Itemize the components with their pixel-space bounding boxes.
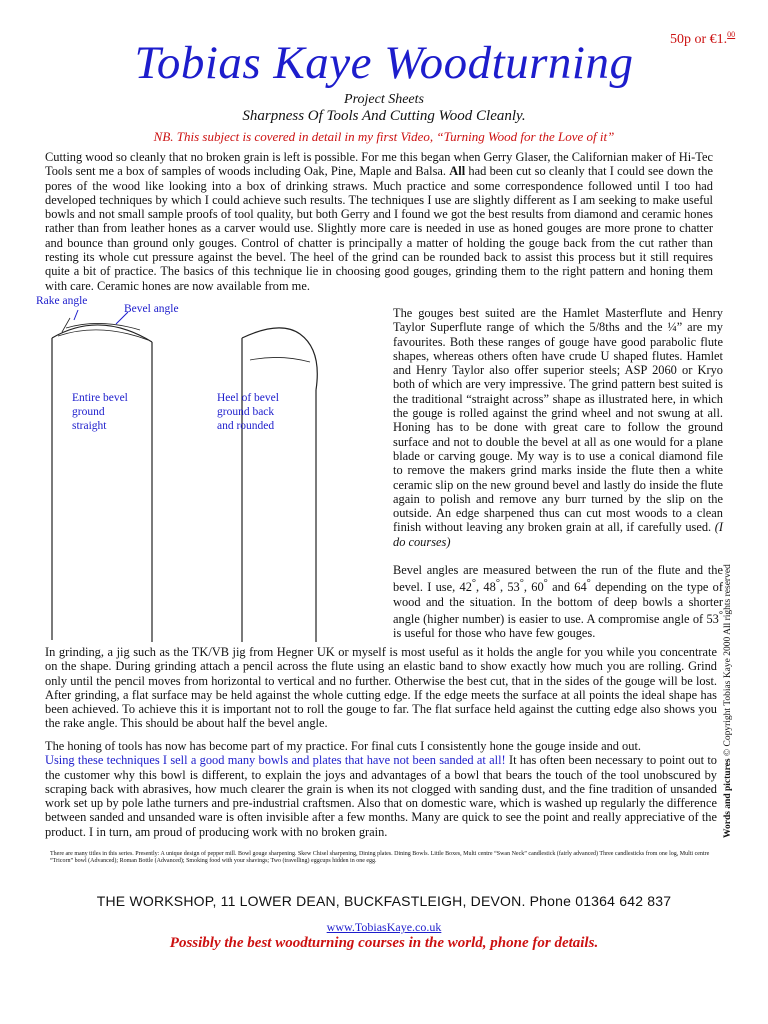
gouges-paragraph <box>393 306 723 549</box>
page-title: Tobias Kaye Woodturning <box>134 37 634 89</box>
copyright-bold: Words and pictures <box>723 758 733 838</box>
honing-text-a: The honing of tools has now has become part of my practice. For final cuts I consistently hone the gouge inside and out. <box>45 739 641 753</box>
series-footnote: There are many titles in this series. Presently: A unique design of pepper mill. Bowl gouge sharpening. Skew Chisel sharpening, Dining plates. Dining Bowls. Little Boxes, Multi centre “Swan Neck” candlestick (fairly advanced) Three candlesticks from one log, Multi centre “Tricorn” bowl (Advanced); Roman Bottle (Advanced); Smoking food with your shavings; Two (travelling) eggcups hidden in one egg. <box>50 851 710 864</box>
caption-line: Heel of bevel <box>217 392 279 404</box>
bevel-text: is useful for those who have few gouges. <box>393 626 596 641</box>
series-title: Project Sheets <box>344 92 424 107</box>
bevel-text: and 64 <box>547 580 587 595</box>
bevel-text: depending on the type of wood and the situation. In the bottom of deep bowls a shorter angle (higher number) is easier to use. A compromise angle of 53 <box>393 580 723 627</box>
straight-bevel-caption <box>72 391 152 433</box>
copyright-rest: © Copyright Tobias Kaye 2000 All rights reserved <box>723 564 733 759</box>
bevel-angles-paragraph <box>393 563 723 641</box>
grinding-paragraph: In grinding, a jig such as the TK/VB jig from Hegner UK or myself is most useful as it holds the angle for you while you concentrate on the shape. During grinding attach a pencil across the flute using an elastic band to show exactly how much you are rolling. Grind only until the pencil moves from horizontal to vertical and no further. Otherwise the best cut, that in the sides of the gouge will be lost. After grinding, a flat surface may be held against the whole cutting edge. If the edge meets the surface at all points the ideal shape has been achieved. To achieve this it is important not to roll the gouge to far. The flat surface held against the cutting edge also shows you the rake angle. This should be about half the bevel angle. <box>45 645 717 731</box>
rake-angle-arrow <box>74 310 78 320</box>
workshop-address: THE WORKSHOP, 11 LOWER DEAN, BUCKFASTLEIGH, DEVON. Phone 01364 642 837 <box>96 893 672 909</box>
bevel-text: , 48 <box>476 580 496 595</box>
intro-bold: All <box>449 164 466 179</box>
degree-sign: ° <box>586 578 591 590</box>
honing-text-b: It has often been necessary to point out to the customer why this bowl is different, to explain the joys and advantages of a bowl that bears the touch of the tool unobscured by scraping back with abrasives, how much clearer the grain is when its not clogged with sanding dust, and the fine tradition of unsanded work set up by pole lathe turners and pre-industrial craftsmen. Also that on domestic ware, which is washed up regularly the difference between sanded and unsanded ware is often invisible after a few months. Many are quick to see the point and really appreciative of the product. I in turn, am proud of producing work with no broken grain. <box>45 753 717 839</box>
website-link[interactable]: www.TobiasKaye.co.uk <box>326 920 442 934</box>
gouges-text: The gouges best suited are the Hamlet Masterflute and Henry Taylor Superflute range of which the 5/8ths and the ¼” are my favourites. Both these ranges of gouge have good parabolic flute shapes, whereas others often have crude U shaped flutes. Hamlet and Henry Taylor also offer superior steels; ASP 2060 or Kryo both of which are very impressive. The grind pattern best suited is the traditional “straight across” shape as illustrated here, in which the gouge is rolled against the grind wheel and not swung at all. Honing has to be done with great care to follow the ground surface and not to double the bevel at all as one would for a plane blade or carving gouge. My way is to use a conical diamond file to remove the makers grind marks inside the flute then a white ceramic slip on the new ground bevel and lastly do inside the flute again to polish and remove any burr turned by the slip on the outside. An edge sharpened thus can cut most woods to a clean finish without leaving any broken grain at all, if carefully used. <box>393 306 723 535</box>
bevel-text: , 60 <box>523 580 544 595</box>
bevel-text: , 53 <box>499 580 520 595</box>
degree-sign: ° <box>543 578 548 590</box>
degree-sign: ° <box>471 578 477 590</box>
degree-sign: ° <box>718 610 723 622</box>
caption-line: straight <box>72 420 107 432</box>
degree-sign: ° <box>519 578 524 590</box>
degree-sign: ° <box>495 578 500 590</box>
video-note: NB. This subject is covered in detail in my first Video, “Turning Wood for the Love of it” <box>153 129 615 144</box>
bevel-angle-label: Bevel angle <box>124 303 179 315</box>
bevel-text: Bevel angles are measured between the run of the flute and the bevel. I use, 42 <box>393 563 723 595</box>
intro-paragraph <box>45 150 713 293</box>
gouge-diagram <box>0 290 390 650</box>
caption-line: ground back <box>217 406 275 418</box>
intro-text-a: Cutting wood so cleanly that no broken grain is left is possible. For me this began when Gerry Glaser, the Californian maker of Hi-Tec Tools sent me a box of samples of woods including Oak, Pine, Maple and Balsa. <box>45 150 713 179</box>
intro-text-b: had been cut so cleanly that I could see down the pores of the wood like looking into a box of drinking straws. Much practice and some correspondence followed until I too had developed techniques by which I could achieve such results. The techniques I use are slightly different as I am seeking to make useful bowls and not small sample proofs of tool quality, but both Gerry and I found we got the best results from diamond and ceramic hones rather than from leather hones as a carver would use. Slightly more care is needed in use as honed gouges are more prone to chatter and bounce than ground only gouges. Control of chatter is principally a matter of holding the gouge back from the cut rather than resting its whole cut pressure against the bevel. The heel of the grind can be rounded back to assist this process but it still requires quite a bit of practice. The basics of this technique lie in choosing good gouges, grinding them to the right pattern and honing them with care. Ceramic hones are now available from me. <box>45 164 714 293</box>
caption-line: and rounded <box>217 420 275 432</box>
price-prefix: 50p or €1. <box>670 32 728 47</box>
sheet-title: Sharpness Of Tools And Cutting Wood Cleanly. <box>242 108 526 124</box>
price-cents: 00 <box>727 30 736 39</box>
caption-line: ground <box>72 406 105 418</box>
courses-note: (I do courses) <box>393 520 723 549</box>
rake-angle-label: Rake angle <box>36 295 88 307</box>
honing-paragraph <box>45 739 717 839</box>
copyright-notice <box>723 538 733 838</box>
gouge-rounded-heel <box>242 328 317 642</box>
honing-highlight: Using these techniques I sell a good many bowls and plates that have not been sanded at all! <box>45 753 506 768</box>
price <box>670 30 735 48</box>
gouge-straight-bevel <box>52 318 152 642</box>
courses-tagline: Possibly the best woodturning courses in the world, phone for details. <box>169 935 599 951</box>
rounded-heel-caption <box>217 391 297 433</box>
caption-line: Entire bevel <box>72 392 128 404</box>
